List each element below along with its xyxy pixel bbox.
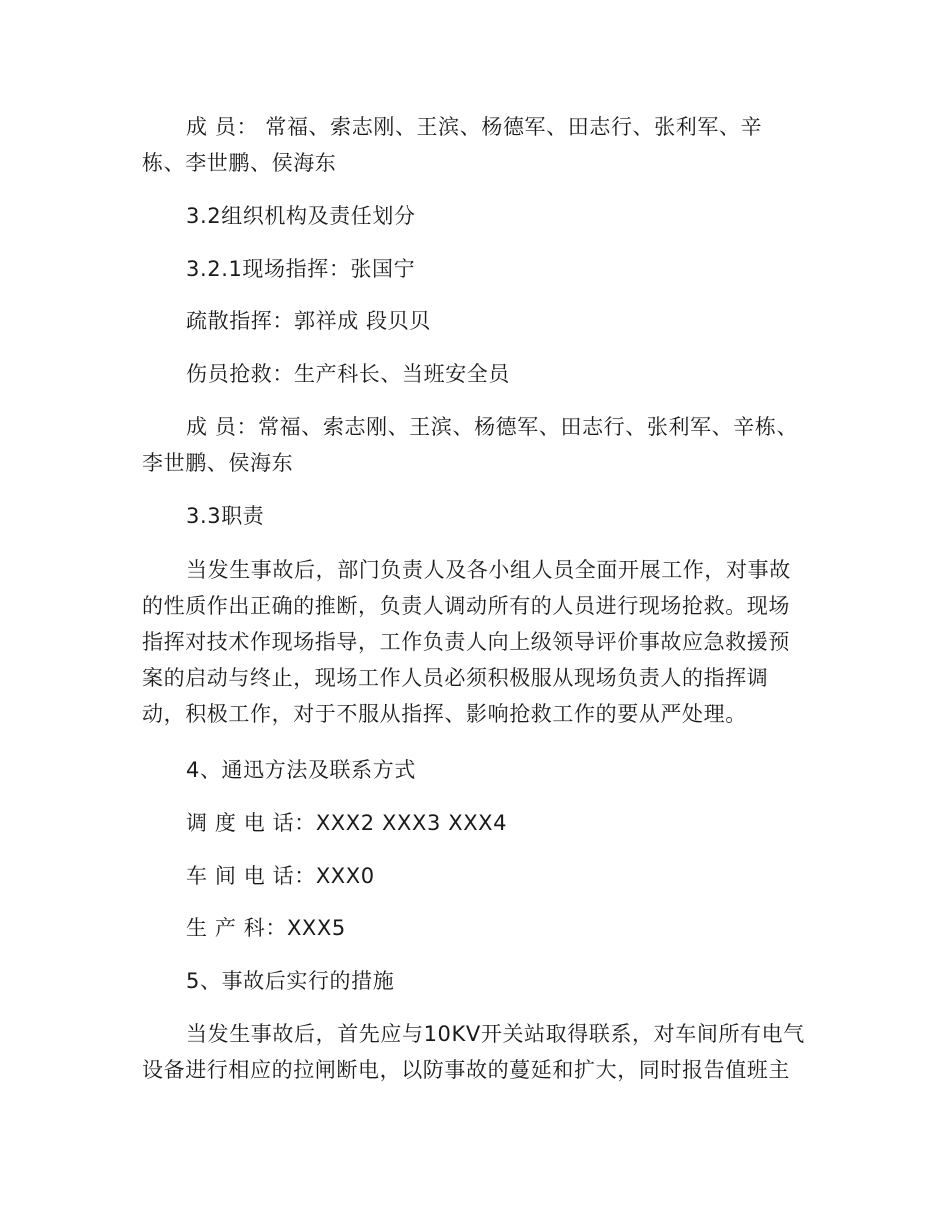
text-line: 成 员：常福、索志刚、王滨、杨德军、田志行、张利军、辛栋、 — [186, 415, 799, 439]
text-line: 李世鹏、侯海东 — [142, 451, 294, 475]
text-line: 当发生事故后，首先应与10KV开关站取得联系，对车间所有电气 — [186, 1022, 805, 1046]
members-paragraph-1 — [142, 109, 807, 181]
text-line: 案的启动与终止，现场工作人员必须积极服从现场负责人的指挥调 — [142, 666, 769, 690]
section-heading-3-2: 3.2组织机构及责任划分 — [186, 204, 416, 228]
workshop-phone-line: 车 间 电 话：XXX0 — [186, 864, 375, 888]
section-heading-5: 5、事故后实行的措施 — [186, 969, 395, 993]
text-line: 设备进行相应的拉闸断电，以防事故的蔓延和扩大，同时报告值班主 — [142, 1058, 790, 1082]
section-heading-3-3: 3.3职责 — [186, 504, 265, 528]
production-phone-line: 生 产 科：XXX5 — [186, 916, 346, 940]
duties-paragraph — [142, 552, 807, 732]
section-heading-4: 4、通迅方法及联系方式 — [186, 758, 416, 782]
evacuation-command-line: 疏散指挥：郭祥成 段贝贝 — [186, 309, 431, 333]
rescue-line: 伤员抢救：生产科长、当班安全员 — [186, 362, 510, 386]
text-line: 当发生事故后，部门负责人及各小组人员全面开展工作，对事故 — [186, 558, 791, 582]
text-line: 成 员： 常福、索志刚、王滨、杨德军、田志行、张利军、辛 — [186, 115, 763, 139]
dispatch-phone-line: 调 度 电 话：XXX2 XXX3 XXX4 — [186, 811, 508, 835]
text-line: 栋、李世鹏、侯海东 — [142, 151, 337, 175]
measures-paragraph — [142, 1016, 807, 1088]
members-paragraph-2 — [142, 409, 807, 481]
text-line: 的性质作出正确的推断，负责人调动所有的人员进行现场抢救。现场 — [142, 594, 790, 618]
text-line: 动，积极工作，对于不服从指挥、影响抢救工作的要从严处理。 — [142, 702, 747, 726]
field-command-line: 3.2.1现场指挥：张国宁 — [186, 257, 416, 281]
text-line: 指挥对技术作现场指导，工作负责人向上级领导评价事故应急救援预 — [142, 630, 790, 654]
